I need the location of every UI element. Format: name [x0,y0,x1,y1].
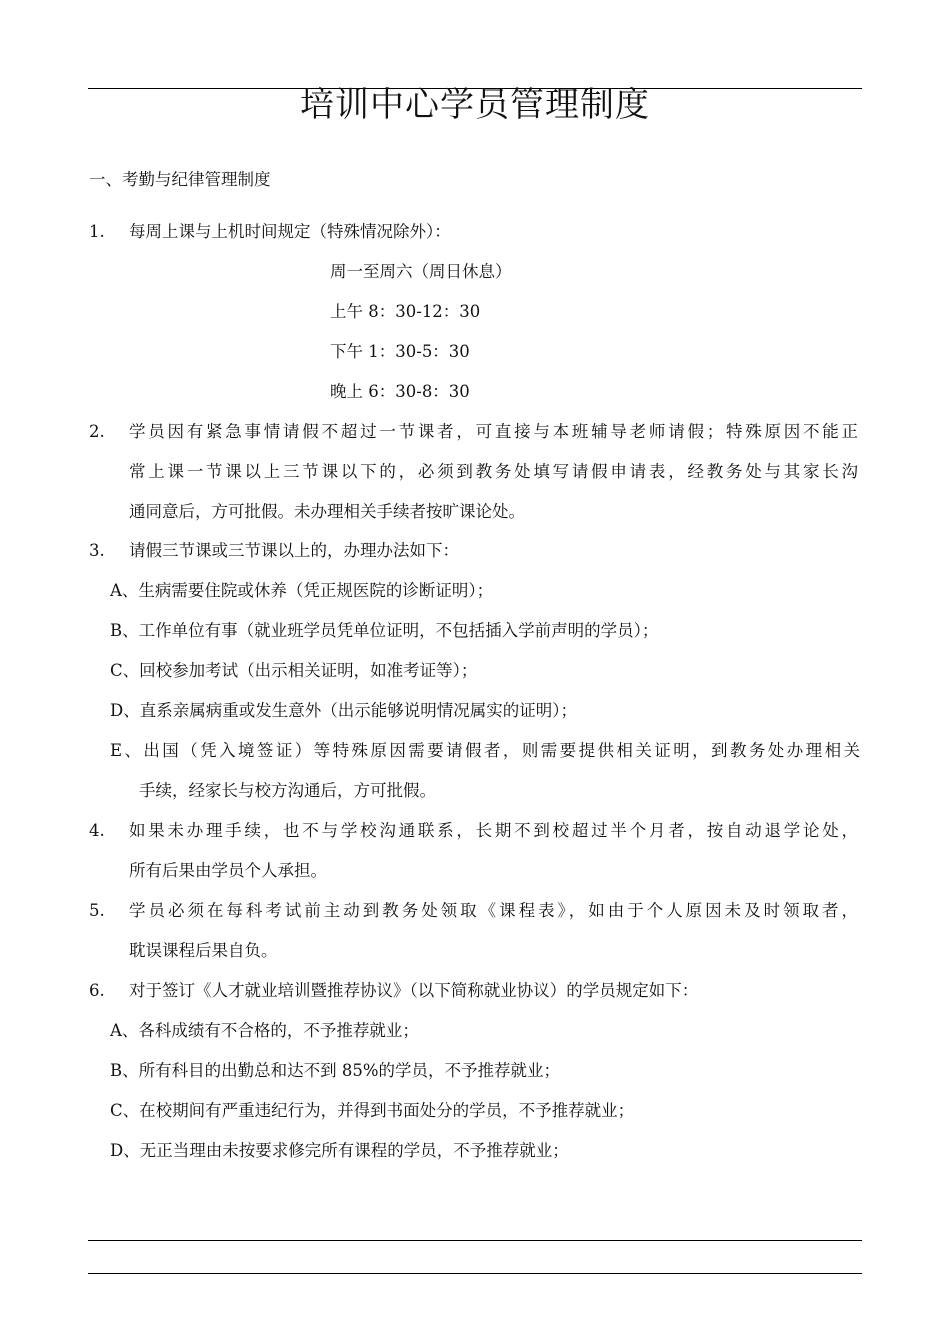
item-number: 2. [89,422,105,441]
sub-item: E、出国（凭入境签证）等特殊原因需要请假者，则需要提供相关证明，到教务处办理相关 [110,741,860,760]
item-text: 学员必须在每科考试前主动到教务处领取《课程表》，如由于个人原因未及时领取者， [129,901,858,920]
item-text: 每周上课与上机时间规定（特殊情况除外）： [129,222,451,241]
sub-item: C、回校参加考试（出示相关证明，如准考证等）； [110,661,478,680]
page-title: 培训中心学员管理制度 [300,85,650,125]
item-text: 所有后果由学员个人承担。 [129,861,327,880]
item-number: 6. [89,981,105,1000]
sub-item: A、生病需要住院或休养（凭正规医院的诊断证明）； [110,581,494,600]
item-text: 通同意后，方可批假。未办理相关手续者按旷课论处。 [129,502,525,521]
sub-item: B、所有科目的出勤总和达不到 85%的学员，不予推荐就业； [110,1061,561,1080]
item-text: 请假三节课或三节课以上的，办理办法如下： [129,541,459,560]
item-number: 3. [89,541,105,560]
schedule-line: 晚上 6：30-8：30 [330,382,470,401]
sub-item: D、直系亲属病重或发生意外（出示能够说明情况属实的证明）； [110,701,577,720]
item-text: 如果未办理手续，也不与学校沟通联系，长期不到校超过半个月者，按自动退学论处， [129,821,858,840]
sub-item-continuation: 手续，经家长与校方沟通后，方可批假。 [139,781,436,800]
item-text: 对于签订《人才就业培训暨推荐协议》（以下简称就业协议）的学员规定如下： [129,981,699,1000]
item-number: 4. [89,821,105,840]
footer-rule-top [88,1240,862,1241]
sub-item: D、无正当理由未按要求修完所有课程的学员，不予推荐就业； [110,1141,569,1160]
item-text: 耽误课程后果自负。 [129,941,278,960]
schedule-line: 上午 8：30-12：30 [330,302,481,321]
schedule-line: 下午 1：30-5：30 [330,342,470,361]
item-number: 1. [89,222,105,241]
section-heading: 一、考勤与纪律管理制度 [89,170,271,189]
item-number: 5. [89,901,105,920]
schedule-line: 周一至周六（周日休息） [330,262,512,281]
item-text: 常上课一节课以上三节课以下的，必须到教务处填写请假申请表，经教务处与其家长沟 [129,462,858,481]
sub-item: C、在校期间有严重违纪行为，并得到书面处分的学员，不予推荐就业； [110,1101,635,1120]
item-text: 学员因有紧急事情请假不超过一节课者，可直接与本班辅导老师请假；特殊原因不能正 [129,422,858,441]
footer-rule-bottom [88,1273,862,1274]
sub-item: A、各科成绩有不合格的，不予推荐就业； [110,1021,419,1040]
sub-item: B、工作单位有事（就业班学员凭单位证明，不包括插入学前声明的学员）； [110,621,659,640]
